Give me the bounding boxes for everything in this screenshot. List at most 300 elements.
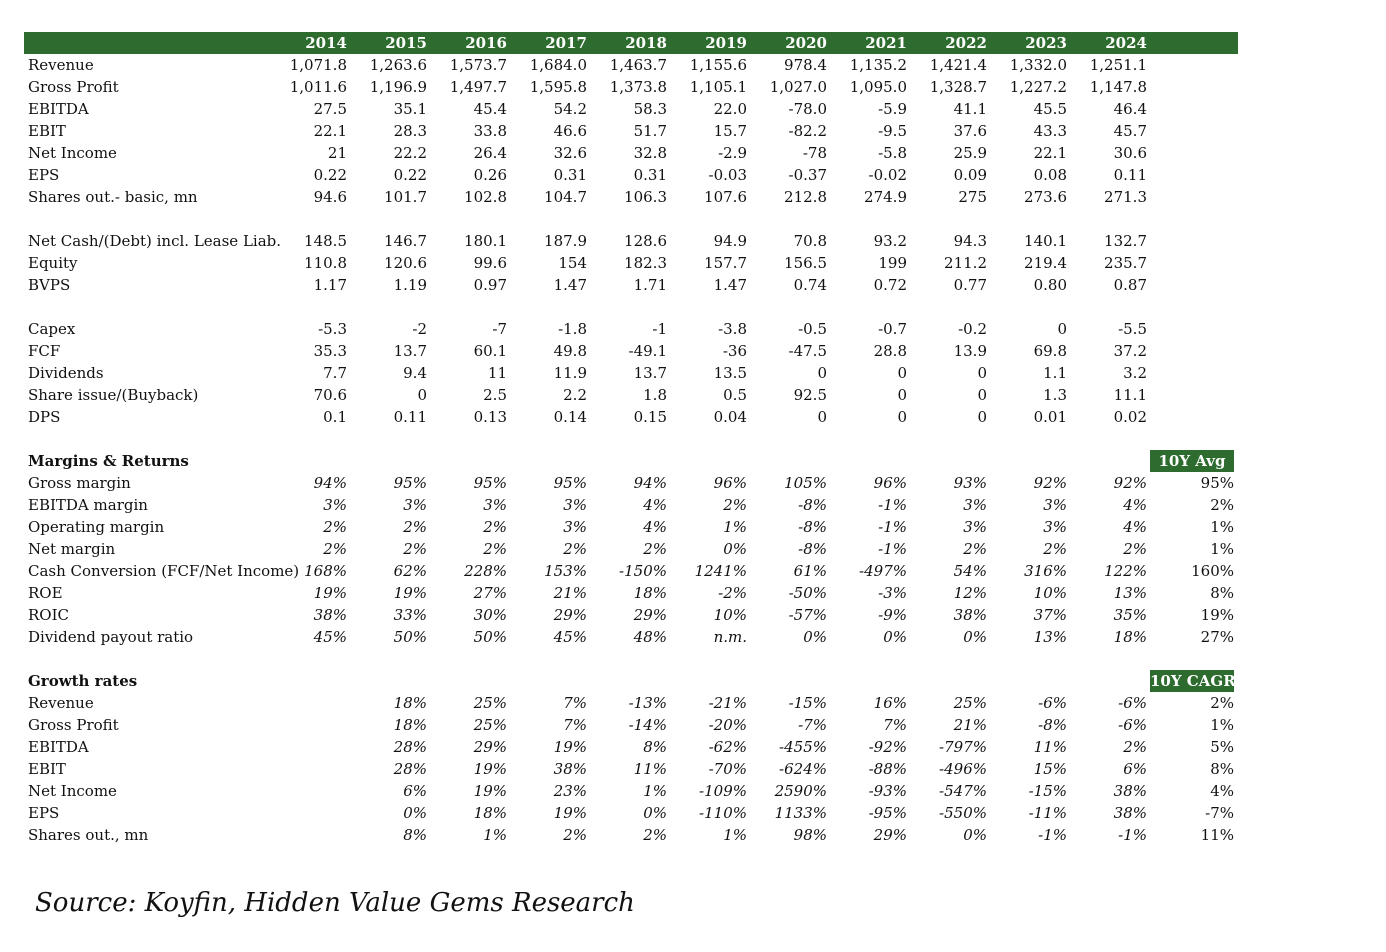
row-label: EBITDA: [28, 738, 89, 756]
table-cell: -109%: [699, 782, 747, 800]
table-cell: 96%: [873, 474, 907, 492]
table-cell: 105%: [784, 474, 827, 492]
year-header: 2022: [945, 34, 987, 52]
table-cell: 18%: [1113, 628, 1147, 646]
table-cell: 182.3: [624, 254, 667, 272]
table-cell: 29%: [553, 606, 587, 624]
table-cell: -2: [412, 320, 427, 338]
table-cell: 0.26: [473, 166, 507, 184]
table-cell: -0.03: [708, 166, 747, 184]
table-cell: 0.74: [793, 276, 827, 294]
table-cell: 2%: [323, 540, 347, 558]
row-label: BVPS: [28, 276, 71, 294]
table-cell: -88%: [868, 760, 907, 778]
table-cell: 0: [1057, 320, 1067, 338]
table-cell: 2%: [643, 826, 667, 844]
row-label: DPS: [28, 408, 61, 426]
table-cell: 0: [817, 364, 827, 382]
table-row: [24, 494, 1238, 516]
table-cell: -497%: [859, 562, 907, 580]
table-row: [24, 274, 1238, 296]
table-cell: -9%: [878, 606, 907, 624]
table-row: [24, 758, 1238, 780]
table-row: [24, 384, 1238, 406]
table-cell: 0.77: [953, 276, 987, 294]
table-cell: 25%: [473, 694, 507, 712]
table-cell: 0.11: [1113, 166, 1147, 184]
table-cell: 32.8: [633, 144, 667, 162]
table-cell: 11%: [633, 760, 667, 778]
table-cell: 104.7: [544, 188, 587, 206]
table-row: [24, 516, 1238, 538]
table-cell: 9.4: [403, 364, 427, 382]
table-cell: 0.22: [393, 166, 427, 184]
table-cell: 33%: [393, 606, 427, 624]
growth-section-title: Growth rates: [28, 672, 138, 690]
table-cell: 22.1: [1033, 144, 1067, 162]
table-cell: -0.02: [868, 166, 907, 184]
table-cell: 0.13: [473, 408, 507, 426]
table-cell: -1%: [878, 540, 907, 558]
table-cell: 1.19: [393, 276, 427, 294]
table-cell: 92%: [1033, 474, 1067, 492]
row-label: Revenue: [28, 694, 94, 712]
table-cell: 0.15: [633, 408, 667, 426]
table-cell: -0.5: [798, 320, 827, 338]
row-label: Net Income: [28, 782, 117, 800]
table-cell: 2%: [483, 518, 507, 536]
table-cell: 1,027.0: [769, 78, 827, 96]
table-cell: 1241%: [694, 562, 747, 580]
table-cell: 0.02: [1113, 408, 1147, 426]
table-cell: 4%: [643, 518, 667, 536]
table-cell: 45%: [553, 628, 587, 646]
table-cell: 2%: [403, 518, 427, 536]
table-cell: 13.7: [393, 342, 427, 360]
table-cell: -8%: [798, 518, 827, 536]
table-cell: -2.9: [718, 144, 747, 162]
table-cell: 1,227.2: [1009, 78, 1067, 96]
table-cell: 0.80: [1033, 276, 1067, 294]
table-cell: 3%: [1043, 518, 1067, 536]
table-cell: 21%: [553, 584, 587, 602]
table-cell: 92.5: [793, 386, 827, 404]
table-cell: 26.4: [473, 144, 507, 162]
table-cell: -5.8: [878, 144, 907, 162]
table-cell: 35%: [1113, 606, 1147, 624]
table-cell: 22.0: [713, 100, 747, 118]
table-cell: 7%: [883, 716, 907, 734]
table-row: [24, 252, 1238, 274]
table-cell: 13.5: [713, 364, 747, 382]
table-cell: 0.5: [723, 386, 747, 404]
table-row: [24, 120, 1238, 142]
table-cell: 211.2: [944, 254, 987, 272]
year-header: 2024: [1105, 34, 1147, 52]
year-header: 2020: [785, 34, 827, 52]
table-cell: 93%: [953, 474, 987, 492]
summary-cell: 1%: [1210, 540, 1234, 558]
table-cell: 0: [897, 408, 907, 426]
table-cell: 110.8: [304, 254, 347, 272]
table-cell: 19%: [553, 804, 587, 822]
table-cell: 11.9: [553, 364, 587, 382]
source-note: Source: Koyfin, Hidden Value Gems Research: [35, 888, 635, 918]
year-header: 2019: [705, 34, 747, 52]
table-cell: 46.4: [1113, 100, 1147, 118]
table-cell: -93%: [868, 782, 907, 800]
table-row: [24, 582, 1238, 604]
table-cell: 316%: [1024, 562, 1067, 580]
summary-cell: 2%: [1210, 496, 1234, 514]
table-cell: 30.6: [1113, 144, 1147, 162]
table-cell: 132.7: [1104, 232, 1147, 250]
table-cell: 19%: [393, 584, 427, 602]
table-row: [24, 76, 1238, 98]
table-cell: -6%: [1038, 694, 1067, 712]
table-cell: 0: [977, 408, 987, 426]
table-row: [24, 780, 1238, 802]
summary-cell: 5%: [1210, 738, 1234, 756]
table-cell: 101.7: [384, 188, 427, 206]
table-cell: 1.3: [1043, 386, 1067, 404]
row-label: Share issue/(Buyback): [28, 386, 199, 404]
table-cell: 21%: [953, 716, 987, 734]
table-cell: 95%: [553, 474, 587, 492]
table-cell: 2590%: [774, 782, 827, 800]
table-cell: 0.04: [713, 408, 747, 426]
table-cell: 45.4: [473, 100, 507, 118]
table-cell: 13%: [1033, 628, 1067, 646]
table-cell: 93.2: [873, 232, 907, 250]
table-cell: 228%: [464, 562, 507, 580]
table-cell: 29%: [633, 606, 667, 624]
year-header: 2014: [305, 34, 347, 52]
table-cell: -0.37: [788, 166, 827, 184]
table-cell: -14%: [628, 716, 667, 734]
summary-cell: 8%: [1210, 584, 1234, 602]
table-cell: 19%: [553, 738, 587, 756]
table-cell: -3.8: [718, 320, 747, 338]
table-cell: 2%: [723, 496, 747, 514]
table-cell: 94%: [313, 474, 347, 492]
table-cell: 37%: [1033, 606, 1067, 624]
table-cell: 1,573.7: [449, 56, 507, 74]
table-cell: 45.5: [1033, 100, 1067, 118]
row-label: Revenue: [28, 56, 94, 74]
financial-summary-table: [24, 32, 1238, 846]
summary-cell: 160%: [1191, 562, 1234, 580]
year-header: 2017: [545, 34, 587, 52]
table-cell: 4%: [643, 496, 667, 514]
table-cell: 98%: [793, 826, 827, 844]
table-cell: -7%: [798, 716, 827, 734]
table-row: [24, 560, 1238, 582]
table-cell: 0.31: [553, 166, 587, 184]
table-cell: 54%: [953, 562, 987, 580]
table-cell: -36: [722, 342, 747, 360]
table-cell: 3%: [403, 496, 427, 514]
table-cell: 0%: [723, 540, 747, 558]
table-cell: 8%: [403, 826, 427, 844]
table-cell: 102.8: [464, 188, 507, 206]
row-label: EPS: [28, 166, 60, 184]
table-cell: -62%: [708, 738, 747, 756]
table-cell: 2%: [563, 826, 587, 844]
table-cell: 0.08: [1033, 166, 1067, 184]
table-cell: 27.5: [313, 100, 347, 118]
table-cell: 2%: [323, 518, 347, 536]
table-cell: -13%: [628, 694, 667, 712]
table-cell: 1,251.1: [1089, 56, 1147, 74]
summary-cell: 1%: [1210, 518, 1234, 536]
table-cell: -70%: [708, 760, 747, 778]
table-cell: 1133%: [774, 804, 827, 822]
table-cell: 0: [897, 386, 907, 404]
margins-section-header: [24, 450, 1238, 472]
table-cell: -7: [492, 320, 507, 338]
table-cell: 37.6: [953, 122, 987, 140]
table-cell: 0: [417, 386, 427, 404]
table-cell: 1,196.9: [369, 78, 427, 96]
year-header: 2023: [1025, 34, 1067, 52]
table-cell: 107.6: [704, 188, 747, 206]
spacer-row: [24, 208, 1238, 230]
table-cell: 13%: [1113, 584, 1147, 602]
table-row: [24, 714, 1238, 736]
table-row: [24, 230, 1238, 252]
table-cell: -1.8: [558, 320, 587, 338]
table-cell: 1%: [483, 826, 507, 844]
row-label: ROE: [28, 584, 63, 602]
table-cell: 1,684.0: [529, 56, 587, 74]
table-cell: 16%: [873, 694, 907, 712]
table-cell: 18%: [633, 584, 667, 602]
table-cell: -95%: [868, 804, 907, 822]
table-row: [24, 340, 1238, 362]
table-cell: -92%: [868, 738, 907, 756]
table-cell: 49.8: [553, 342, 587, 360]
table-cell: 0%: [963, 826, 987, 844]
table-cell: 94.6: [313, 188, 347, 206]
table-cell: 23%: [553, 782, 587, 800]
table-cell: 18%: [393, 694, 427, 712]
row-label: Net Cash/(Debt) incl. Lease Liab.: [28, 232, 282, 250]
table-cell: 28%: [393, 738, 427, 756]
table-cell: 1,463.7: [609, 56, 667, 74]
summary-cell: 95%: [1200, 474, 1234, 492]
table-cell: -496%: [939, 760, 987, 778]
table-cell: 212.8: [784, 188, 827, 206]
table-cell: 4%: [1123, 496, 1147, 514]
table-cell: 95%: [393, 474, 427, 492]
table-cell: -50%: [788, 584, 827, 602]
margins-summary-badge: 10Y Avg: [1150, 450, 1234, 472]
table-cell: -5.3: [318, 320, 347, 338]
table-row: [24, 362, 1238, 384]
table-cell: -11%: [1028, 804, 1067, 822]
table-cell: 43.3: [1033, 122, 1067, 140]
table-cell: 120.6: [384, 254, 427, 272]
table-cell: 1.1: [1043, 364, 1067, 382]
table-cell: 128.6: [624, 232, 667, 250]
table-row: [24, 406, 1238, 428]
table-cell: 2%: [963, 540, 987, 558]
summary-cell: 1%: [1210, 716, 1234, 734]
table-cell: 10%: [713, 606, 747, 624]
table-cell: 38%: [1113, 782, 1147, 800]
table-cell: 0.31: [633, 166, 667, 184]
spacer-row: [24, 296, 1238, 318]
table-cell: 0%: [963, 628, 987, 646]
table-cell: 1,071.8: [289, 56, 347, 74]
table-cell: 2%: [1123, 540, 1147, 558]
table-cell: 15%: [1033, 760, 1067, 778]
header-row: [24, 32, 1238, 54]
table-cell: 13.7: [633, 364, 667, 382]
table-cell: 2%: [483, 540, 507, 558]
table-row: [24, 98, 1238, 120]
table-cell: -6%: [1118, 694, 1147, 712]
table-cell: 0.01: [1033, 408, 1067, 426]
table-cell: 0.1: [323, 408, 347, 426]
table-cell: 1.47: [713, 276, 747, 294]
row-label: EBITDA: [28, 100, 89, 118]
row-label: ROIC: [28, 606, 69, 624]
table-cell: 92%: [1113, 474, 1147, 492]
table-row: [24, 142, 1238, 164]
table-cell: 3%: [1043, 496, 1067, 514]
table-cell: 6%: [1123, 760, 1147, 778]
row-label: Net margin: [28, 540, 116, 558]
table-cell: 38%: [553, 760, 587, 778]
table-cell: 6%: [403, 782, 427, 800]
spacer-row: [24, 648, 1238, 670]
table-cell: 148.5: [304, 232, 347, 250]
table-cell: 28.8: [873, 342, 907, 360]
table-cell: 157.7: [704, 254, 747, 272]
table-cell: 122%: [1104, 562, 1147, 580]
table-cell: 99.6: [473, 254, 507, 272]
table-cell: 61%: [793, 562, 827, 580]
table-cell: 0%: [643, 804, 667, 822]
table-cell: 0.11: [393, 408, 427, 426]
table-cell: 219.4: [1024, 254, 1067, 272]
table-cell: 29%: [473, 738, 507, 756]
table-cell: -49.1: [628, 342, 667, 360]
table-cell: -8%: [798, 540, 827, 558]
table-cell: 28%: [393, 760, 427, 778]
table-cell: 1,373.8: [609, 78, 667, 96]
table-cell: 25.9: [953, 144, 987, 162]
table-cell: 3%: [963, 518, 987, 536]
table-cell: -1%: [1038, 826, 1067, 844]
table-cell: 1,595.8: [529, 78, 587, 96]
table-cell: 62%: [393, 562, 427, 580]
table-cell: 1,421.4: [929, 56, 987, 74]
table-cell: 35.3: [313, 342, 347, 360]
table-cell: -21%: [708, 694, 747, 712]
table-cell: -15%: [1028, 782, 1067, 800]
spacer-row: [24, 428, 1238, 450]
table-cell: -2%: [718, 584, 747, 602]
table-cell: 11: [487, 364, 507, 382]
table-cell: -20%: [708, 716, 747, 734]
table-cell: 199: [878, 254, 907, 272]
row-label: Net Income: [28, 144, 117, 162]
table-cell: 7%: [563, 694, 587, 712]
table-cell: 1,011.6: [289, 78, 347, 96]
table-cell: 25%: [953, 694, 987, 712]
table-cell: 69.8: [1033, 342, 1067, 360]
table-cell: 273.6: [1024, 188, 1067, 206]
row-label: Cash Conversion (FCF/Net Income): [28, 562, 300, 580]
table-row: [24, 186, 1238, 208]
table-cell: 94.9: [713, 232, 747, 250]
table-cell: 33.8: [473, 122, 507, 140]
table-cell: -547%: [939, 782, 987, 800]
row-label: EBIT: [28, 760, 66, 778]
table-cell: 0.97: [473, 276, 507, 294]
table-cell: -5.9: [878, 100, 907, 118]
table-cell: 12%: [953, 584, 987, 602]
table-cell: -82.2: [788, 122, 827, 140]
table-cell: 8%: [643, 738, 667, 756]
table-cell: 1,105.1: [689, 78, 747, 96]
table-row: [24, 626, 1238, 648]
table-cell: -1%: [878, 496, 907, 514]
table-cell: 275: [958, 188, 987, 206]
table-row: [24, 164, 1238, 186]
summary-cell: 2%: [1210, 694, 1234, 712]
table-cell: 180.1: [464, 232, 507, 250]
table-cell: 45.7: [1113, 122, 1147, 140]
summary-cell: 8%: [1210, 760, 1234, 778]
table-cell: 70.8: [793, 232, 827, 250]
table-cell: 48%: [633, 628, 667, 646]
table-cell: 32.6: [553, 144, 587, 162]
table-cell: 22.1: [313, 122, 347, 140]
row-label: Gross margin: [28, 474, 131, 492]
table-cell: 0.22: [313, 166, 347, 184]
table-cell: -455%: [779, 738, 827, 756]
table-cell: 70.6: [313, 386, 347, 404]
row-label: Shares out., mn: [28, 826, 149, 844]
table-cell: 94%: [633, 474, 667, 492]
table-cell: 3%: [563, 518, 587, 536]
table-cell: 7%: [563, 716, 587, 734]
table-cell: 46.6: [553, 122, 587, 140]
row-label: EBITDA margin: [28, 496, 148, 514]
table-cell: 19%: [473, 782, 507, 800]
table-cell: -9.5: [878, 122, 907, 140]
table-row: [24, 692, 1238, 714]
table-cell: 1%: [723, 518, 747, 536]
table-cell: 54.2: [553, 100, 587, 118]
table-cell: 1,095.0: [849, 78, 907, 96]
table-cell: 94.3: [953, 232, 987, 250]
table-cell: 19%: [473, 760, 507, 778]
table-row: [24, 538, 1238, 560]
table-cell: -0.2: [958, 320, 987, 338]
table-cell: 1,263.6: [369, 56, 427, 74]
table-cell: 187.9: [544, 232, 587, 250]
table-cell: 1,497.7: [449, 78, 507, 96]
table-cell: 19%: [313, 584, 347, 602]
table-cell: 3%: [563, 496, 587, 514]
table-row: [24, 824, 1238, 846]
table-cell: 22.2: [393, 144, 427, 162]
